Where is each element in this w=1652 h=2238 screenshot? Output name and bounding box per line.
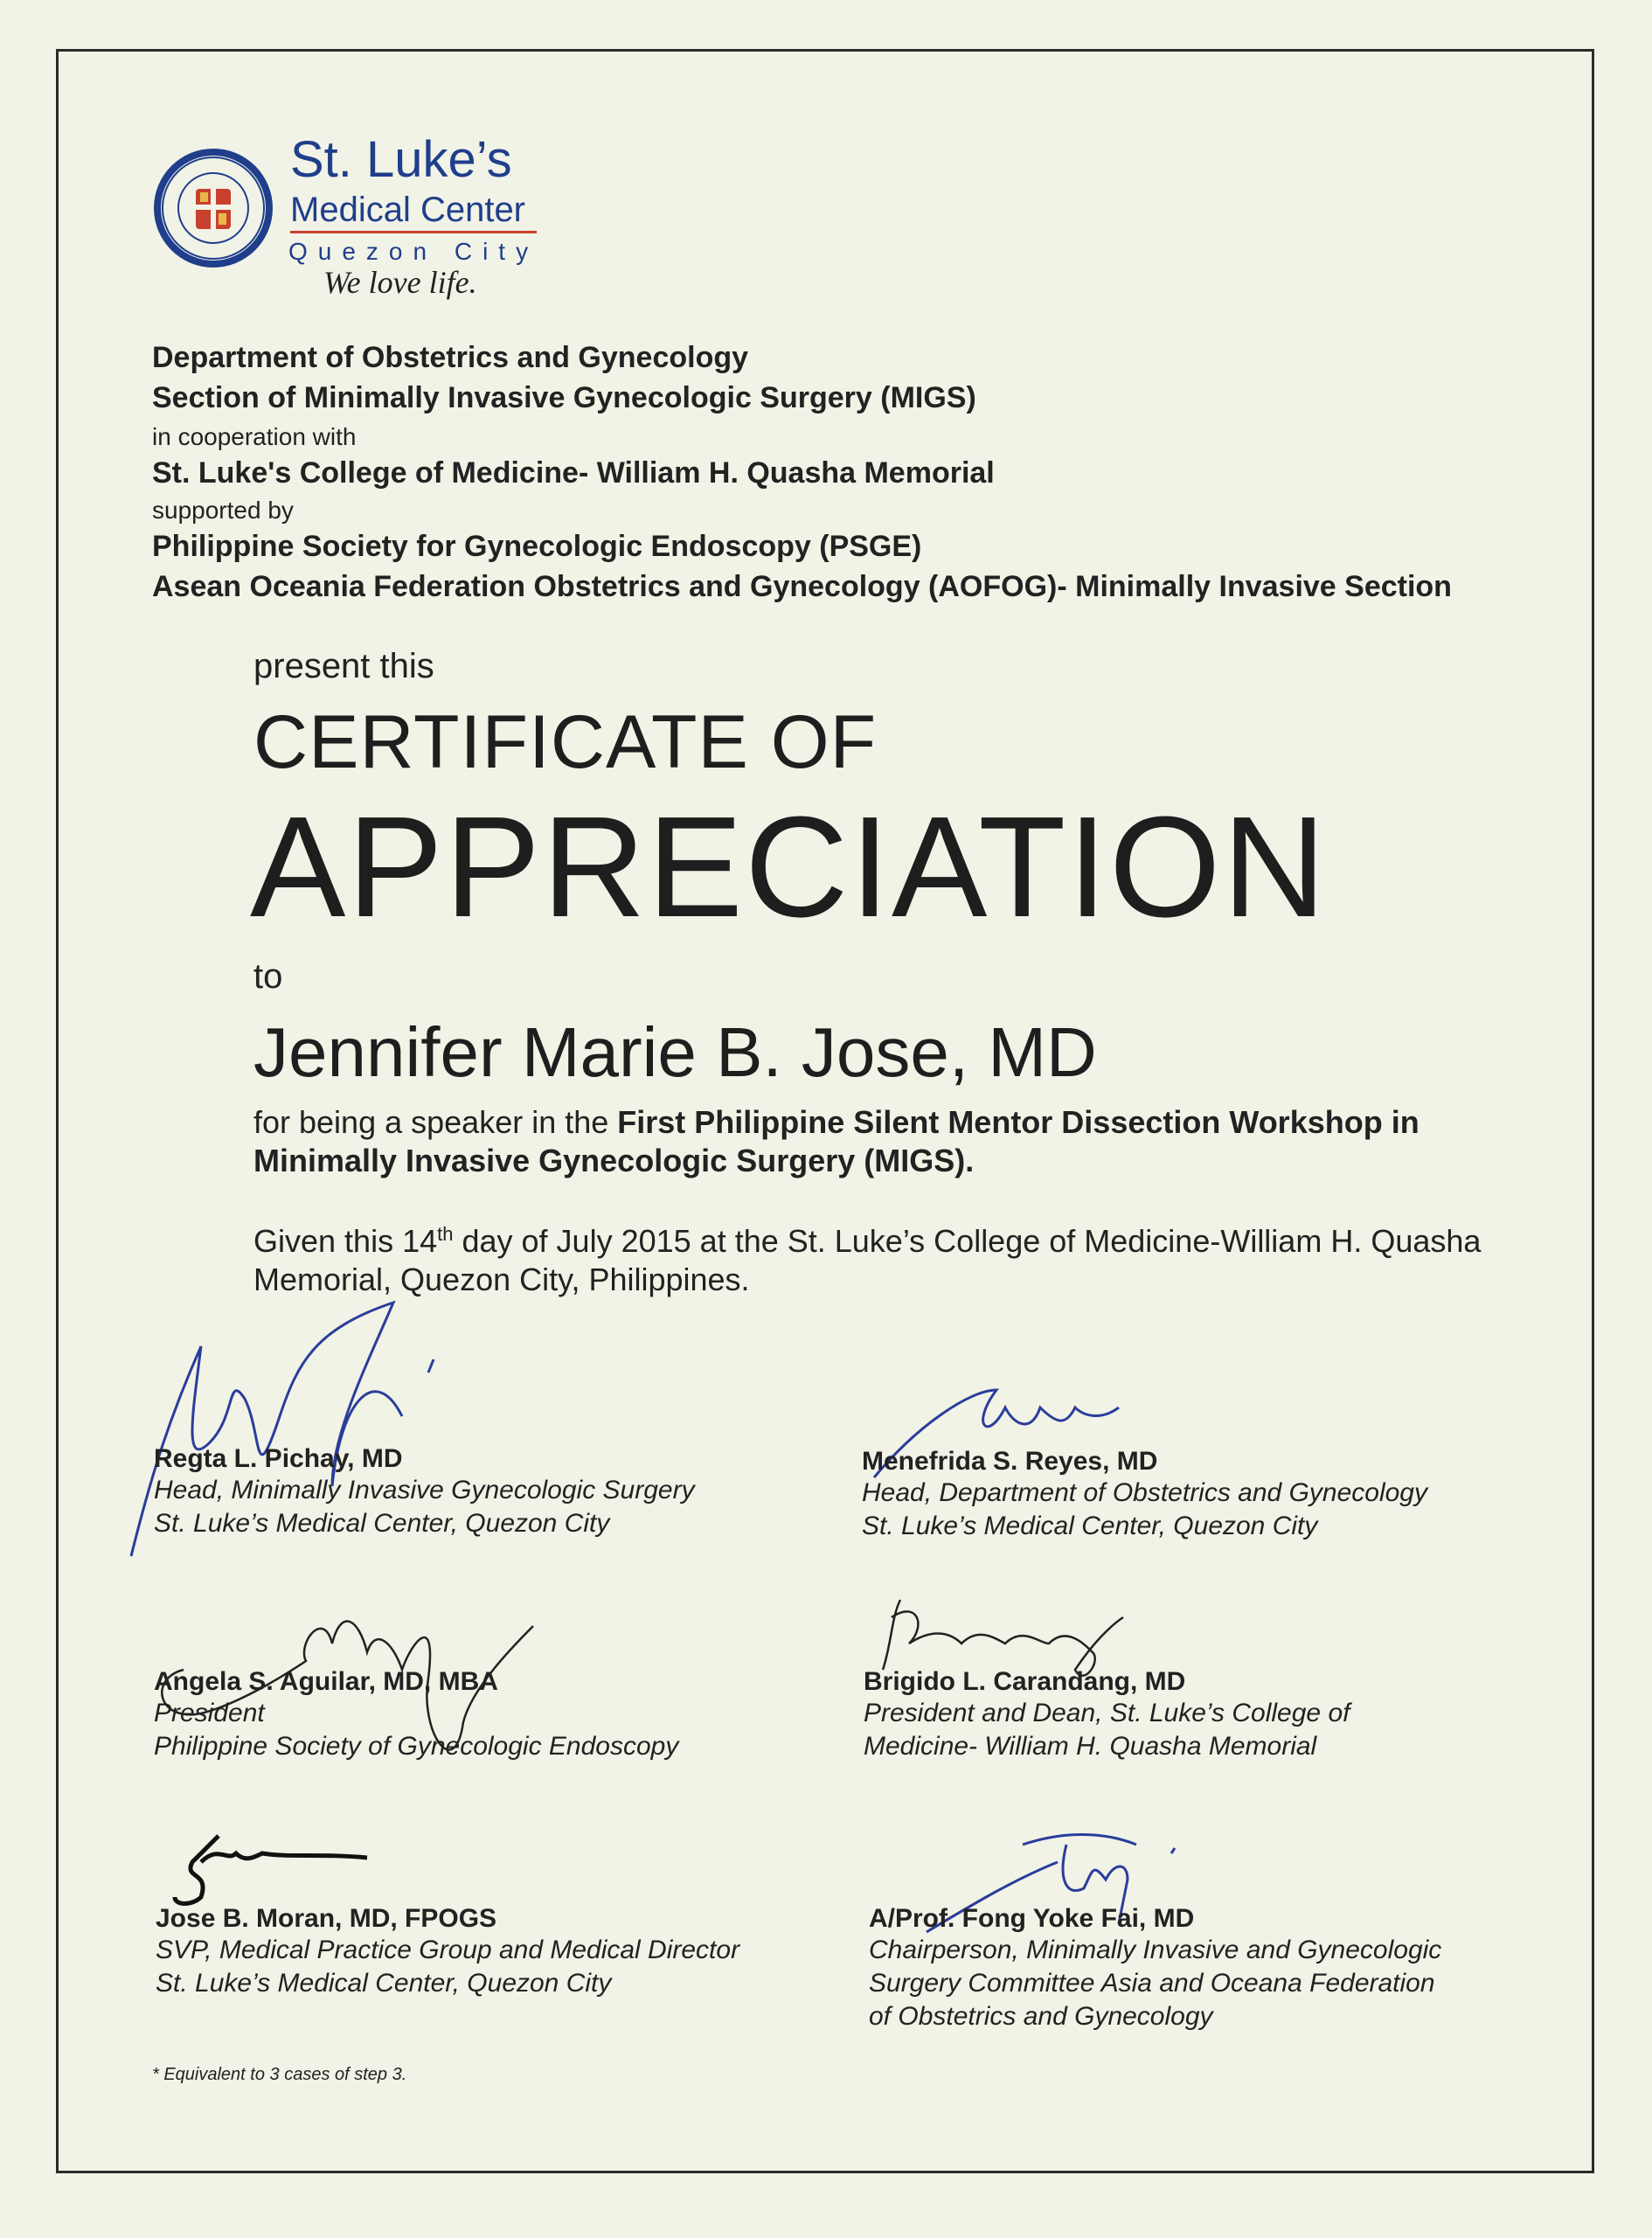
given-text — [253, 1215, 1495, 1299]
signature-moran-icon — [166, 1818, 393, 1915]
signatory-affiliation: Surgery Committee Asia and Oceana Federation — [869, 1969, 1435, 1998]
given-prefix: Given this 14 — [253, 1223, 438, 1259]
logo-city: Quezon City — [288, 238, 539, 265]
logo-divider — [290, 231, 537, 233]
signatory-role: Chairperson, Minimally Invasive and Gynecologic — [869, 1936, 1442, 1964]
recipient-name: Jennifer Marie B. Jose, MD — [253, 1013, 1097, 1091]
reason-prefix: for being a speaker in the — [253, 1104, 618, 1140]
signatory-name: A/Prof. Fong Yoke Fai, MD — [869, 1904, 1195, 1933]
logo-tagline: We love life. — [323, 265, 477, 300]
present-text: present this — [253, 647, 434, 685]
to-text: to — [253, 957, 283, 996]
organizer-department: Department of Obstetrics and Gynecology — [152, 341, 749, 374]
signatory-affiliation: St. Luke’s Medical Center, Quezon City — [862, 1512, 1318, 1540]
signatory-affiliation-cont: of Obstetrics and Gynecology — [869, 2002, 1213, 2031]
signatory-role: President — [154, 1699, 265, 1727]
signatory-fong — [869, 1904, 1498, 2033]
organizer-psge: Philippine Society for Gynecologic Endoscopy (PSGE) — [152, 530, 922, 563]
signatory-carandang — [864, 1667, 1493, 1763]
certificate-title-line2: APPRECIATION — [250, 787, 1328, 947]
medical-center-seal-icon — [152, 147, 274, 269]
footnote: * Equivalent to 3 cases of step 3. — [152, 2065, 407, 2084]
signatory-aguilar — [154, 1667, 783, 1763]
organizer-supported-label: supported by — [152, 497, 294, 524]
signatory-name: Brigido L. Carandang, MD — [864, 1667, 1186, 1696]
signatory-name: Angela S. Aguilar, MD, MBA — [154, 1667, 498, 1696]
reason-text — [253, 1103, 1538, 1180]
given-superscript: th — [437, 1223, 454, 1245]
signatory-affiliation: Philippine Society of Gynecologic Endoscopy — [154, 1732, 679, 1761]
signatory-affiliation: St. Luke’s Medical Center, Quezon City — [156, 1969, 612, 1998]
given-suffix: day of July 2015 at the St. Luke’s College of Medicine-William H. Quasha Memorial, Quezon City, Philippines. — [253, 1223, 1482, 1297]
logo-subtitle: Medical Center — [290, 191, 526, 229]
organizer-cooperation-label: in cooperation with — [152, 423, 357, 450]
signatory-pichay — [154, 1444, 783, 1540]
logo-name: St. Luke’s — [290, 131, 512, 188]
signatory-affiliation: St. Luke’s Medical Center, Quezon City — [154, 1509, 610, 1538]
organizer-aofog: Asean Oceania Federation Obstetrics and Gynecology (AOFOG)- Minimally Invasive Section — [152, 570, 1452, 603]
signatory-affiliation: Medicine- William H. Quasha Memorial — [864, 1732, 1317, 1761]
signatory-role: Head, Minimally Invasive Gynecologic Surgery — [154, 1476, 695, 1505]
organizer-college: St. Luke's College of Medicine- William H. Quasha Memorial — [152, 456, 995, 490]
organizer-section: Section of Minimally Invasive Gynecologic Surgery (MIGS) — [152, 381, 976, 414]
signatory-role: President and Dean, St. Luke’s College of — [864, 1699, 1350, 1727]
signatory-moran — [156, 1904, 785, 2000]
signatory-name: Menefrida S. Reyes, MD — [862, 1447, 1158, 1476]
signatory-reyes — [862, 1447, 1491, 1543]
signatory-role: Head, Department of Obstetrics and Gynecology — [862, 1478, 1427, 1507]
signatory-name: Jose B. Moran, MD, FPOGS — [156, 1904, 497, 1933]
signatory-name: Regta L. Pichay, MD — [154, 1444, 403, 1473]
workshop-title: First Philippine Silent Mentor Dissection Workshop in Minimally Invasive Gynecologic Surgery (MIGS). — [253, 1104, 1419, 1178]
signatory-role: SVP, Medical Practice Group and Medical Director — [156, 1936, 740, 1964]
certificate-title-line1: CERTIFICATE OF — [253, 700, 878, 784]
